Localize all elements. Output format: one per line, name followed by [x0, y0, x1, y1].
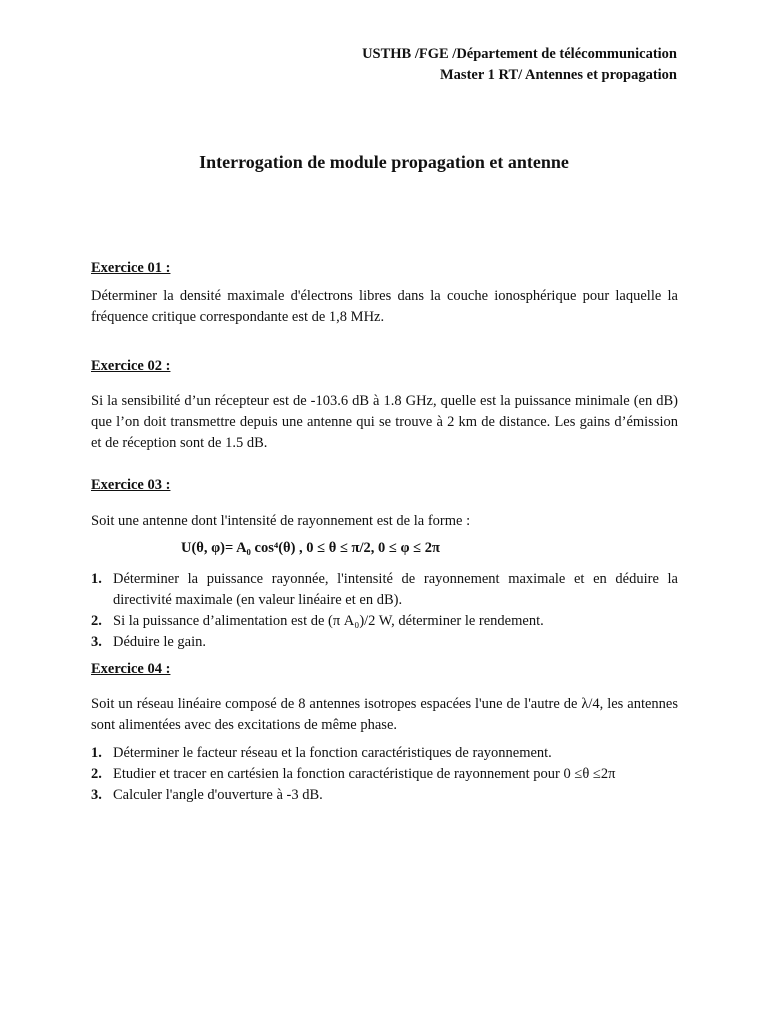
list-item: [91, 632, 678, 653]
exercise-03-questions: [91, 569, 678, 653]
exercise-01-heading: Exercice 01 :: [91, 260, 171, 276]
list-item-text: Etudier et tracer en cartésien la fonction caractéristique de rayonnement pour 0 ≤θ ≤2π: [113, 766, 616, 782]
list-item-number: 3.: [91, 787, 102, 803]
header-course: Master 1 RT/ Antennes et propagation: [440, 67, 677, 83]
list-item-text: Déterminer le facteur réseau et la fonction caractéristiques de rayonnement.: [113, 745, 552, 761]
exercise-01-text: Déterminer la densité maximale d'électrons libres dans la couche ionosphérique pour laquelle la fréquence critique correspondante est de 1,8 MHz.: [91, 288, 678, 325]
exercise-02-heading: Exercice 02 :: [91, 358, 171, 374]
exercise-03-heading: Exercice 03 :: [91, 477, 171, 493]
exercise-04-questions: [91, 743, 678, 806]
exercise-02-text: Si la sensibilité d’un récepteur est de -103.6 dB à 1.8 GHz, quelle est la puissance minimale (en dB) que l’on doit transmettre depuis une antenne qui se trouve à 2 km de distance. Les gains d’émission et de réception sont de 1.5 dB.: [91, 393, 678, 451]
list-item-text: Si la puissance d’alimentation est de (π A₀)/2 W, déterminer le rendement.: [113, 613, 544, 629]
list-item: [91, 764, 678, 785]
exercise-04-heading: Exercice 04 :: [91, 661, 171, 677]
radiation-intensity-formula: U(θ, φ)= A₀ cos⁴(θ) , 0 ≤ θ ≤ π/2, 0 ≤ φ ≤ 2π: [181, 540, 440, 556]
list-item: [91, 569, 678, 611]
exercise-04-text: Soit un réseau linéaire composé de 8 antennes isotropes espacées l'une de l'autre de λ/4, les antennes sont alimentées avec des excitations de même phase.: [91, 696, 678, 733]
list-item-text: Déduire le gain.: [113, 634, 207, 650]
list-item-number: 1.: [91, 745, 102, 761]
list-item-text: Calculer l'angle d'ouverture à -3 dB.: [113, 787, 323, 803]
list-item-number: 3.: [91, 634, 102, 650]
list-item-number: 2.: [91, 766, 102, 782]
exercise-03-text: Soit une antenne dont l'intensité de rayonnement est de la forme :: [91, 513, 471, 529]
list-item: [91, 743, 678, 764]
list-item-number: 2.: [91, 613, 102, 629]
list-item: [91, 611, 678, 632]
list-item-number: 1.: [91, 571, 102, 587]
list-item: [91, 785, 678, 806]
page-title: Interrogation de module propagation et antenne: [199, 152, 569, 172]
header-institution: USTHB /FGE /Département de télécommunication: [362, 46, 677, 62]
list-item-text: Déterminer la puissance rayonnée, l'intensité de rayonnement maximale et en déduire la directivité maximale (en valeur linéaire et en dB).: [113, 571, 678, 608]
